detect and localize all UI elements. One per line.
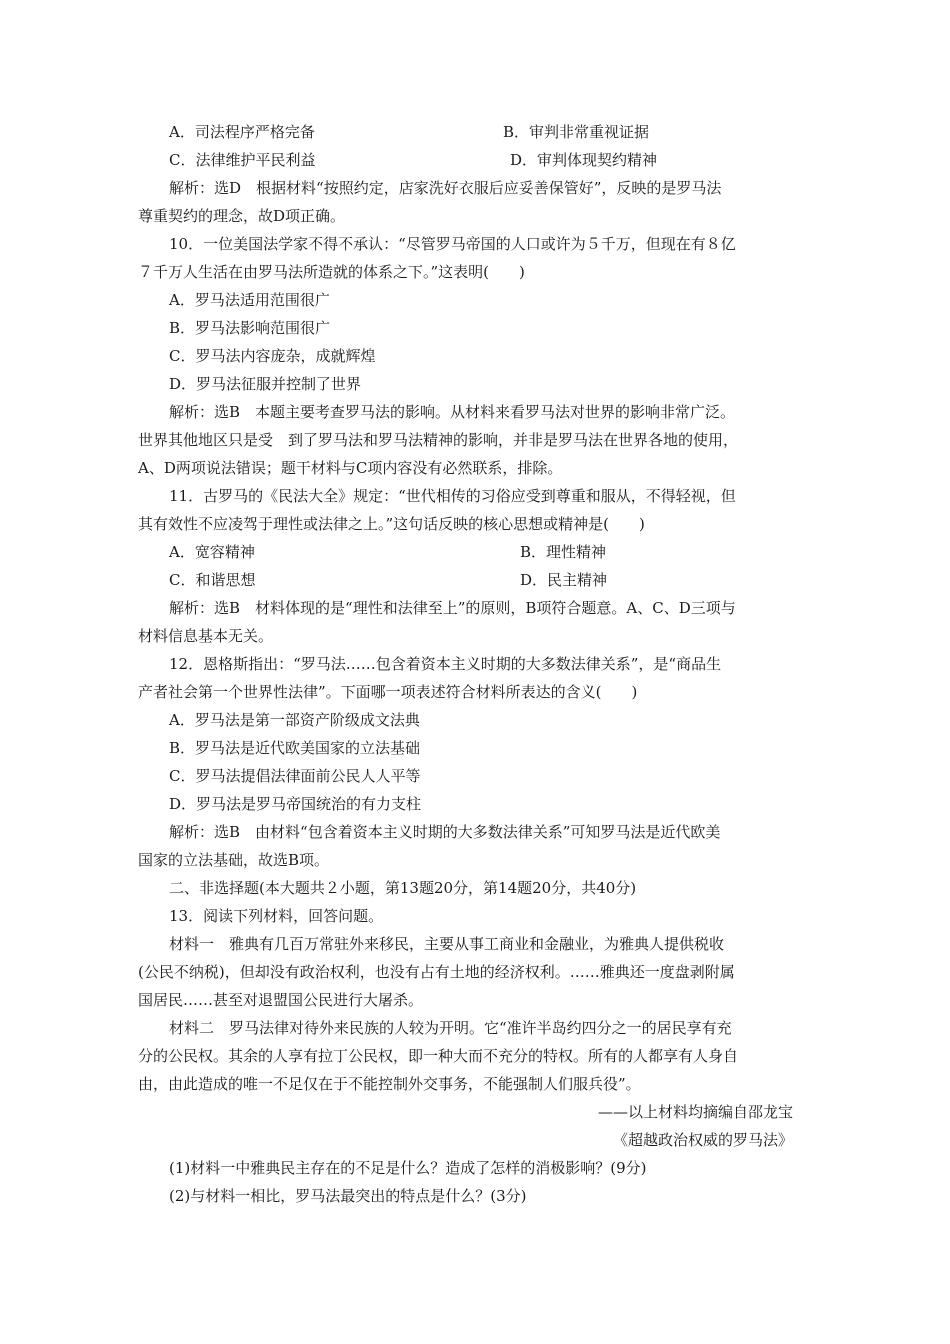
q10-option-d: D．罗马法征服并控制了世界 (169, 375, 362, 393)
q12-analysis-line-1: 解析：选B 由材料“包含着资本主义时期的大多数法律关系”可知罗马法是近代欧美 (169, 823, 721, 841)
q13-question-2: (2)与材料一相比，罗马法最突出的特点是什么？(3分) (169, 1187, 527, 1205)
q13-material1-line-3: 国居民……甚至对退盟国公民进行大屠杀。 (138, 991, 424, 1009)
section-heading: 二、非选择题(本大题共２小题，第13题20分，第14题20分，共40分) (169, 879, 637, 897)
q10-option-a: A．罗马法适用范围很广 (169, 291, 330, 309)
q10-analysis-line-2: 世界其他地区只是受 到了罗马法和罗马法精神的影响，并非是罗马法在世界各地的使用， (138, 431, 739, 449)
q12-stem-line-1: 12．恩格斯指出：“罗马法……包含着资本主义时期的大多数法律关系”，是“商品生 (169, 655, 722, 673)
q10-stem-line-1: 10．一位美国法学家不得不承认：“尽管罗马帝国的人口或许为５千万，但现在有８亿 (169, 235, 736, 253)
q13-material2-line-3: 由，由此造成的唯一不足仅在于不能控制外交事务，不能强制人们服兵役”。 (138, 1075, 641, 1093)
q12-option-a: A．罗马法是第一部资产阶级成文法典 (169, 711, 420, 729)
q13-source-line-1: ——以上材料均摘编自邵龙宝 (597, 1103, 793, 1121)
q11-option-d: D．民主精神 (520, 571, 608, 589)
q10-stem-line-2: ７千万人生活在由罗马法所造就的体系之下。”这表明( ) (138, 263, 525, 281)
q12-option-d: D．罗马法是罗马帝国统治的有力支柱 (169, 795, 422, 813)
q11-option-a: A．宽容精神 (169, 543, 255, 561)
q11-stem-line-2: 其有效性不应凌驾于理性或法律之上。”这句话反映的核心思想或精神是( ) (138, 515, 645, 533)
q12-option-c: C．罗马法提倡法律面前公民人人平等 (169, 767, 421, 785)
q9-option-b: B．审判非常重视证据 (503, 123, 650, 141)
q13-stem: 13．阅读下列材料，回答问题。 (169, 907, 384, 925)
q10-analysis-line-1: 解析：选B 本题主要考查罗马法的影响。从材料来看罗马法对世界的影响非常广泛。 (169, 403, 736, 421)
q13-material2-line-2: 分的公民权。其余的人享有拉丁公民权，即一种大而不充分的特权。所有的人都享有人身自 (138, 1047, 739, 1065)
q11-option-c: C．和谐思想 (169, 571, 256, 589)
q9-option-a: A．司法程序严格完备 (169, 123, 315, 141)
q13-material1-line-1: 材料一 雅典有几百万常驻外来移民，主要从事工商业和金融业，为雅典人提供税收 (169, 935, 725, 953)
q12-analysis-line-2: 国家的立法基础，故选B项。 (138, 851, 330, 869)
q11-option-b: B．理性精神 (520, 543, 607, 561)
q13-material2-line-1: 材料二 罗马法律对待外来民族的人较为开明。它“准许半岛约四分之一的居民享有充 (169, 1019, 732, 1037)
q9-analysis-line-2: 尊重契约的理念，故D项正确。 (138, 207, 346, 225)
q13-material1-line-2: (公民不纳税)，但却没有政治权利，也没有占有土地的经济权利。……雅典还一度盘剥附属 (138, 963, 735, 981)
q10-option-c: C．罗马法内容庞杂，成就辉煌 (169, 347, 376, 365)
q12-stem-line-2: 产者社会第一个世界性法律”。下面哪一项表述符合材料所表达的含义( ) (138, 683, 638, 701)
q11-analysis-line-1: 解析：选B 材料体现的是“理性和法律至上”的原则，B项符合题意。A、C、D三项与 (169, 599, 736, 617)
q12-option-b: B．罗马法是近代欧美国家的立法基础 (169, 739, 421, 757)
q9-option-c: C．法律维护平民利益 (169, 151, 316, 169)
q11-analysis-line-2: 材料信息基本无关。 (138, 627, 274, 645)
q13-question-1: (1)材料一中雅典民主存在的不足是什么？造成了怎样的消极影响？(9分) (169, 1159, 647, 1177)
q11-stem-line-1: 11．古罗马的《民法大全》规定：“世代相传的习俗应受到尊重和服从，不得轻视，但 (169, 487, 736, 505)
q10-option-b: B．罗马法影响范围很广 (169, 319, 331, 337)
q13-source-line-2: 《超越政治权威的罗马法》 (612, 1131, 793, 1149)
q10-analysis-line-3: A、D两项说法错误；题干材料与C项内容没有必然联系，排除。 (138, 459, 563, 477)
q9-option-d: D．审判体现契约精神 (510, 151, 658, 169)
q9-analysis-line-1: 解析：选D 根据材料“按照约定，店家洗好衣服后应妥善保管好”，反映的是罗马法 (169, 179, 722, 197)
